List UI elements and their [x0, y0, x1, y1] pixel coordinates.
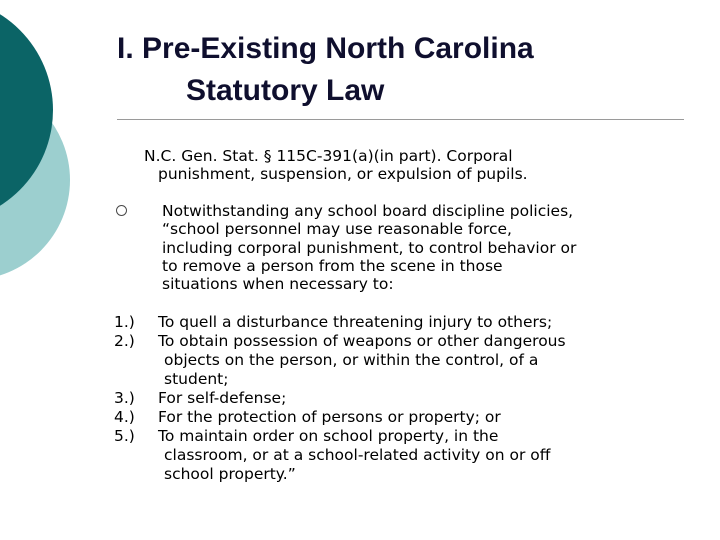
list-item — [114, 313, 694, 332]
item-text: To obtain possession of weapons or other dangerous — [158, 332, 566, 350]
item-continuation: objects on the person, or within the control, of a — [164, 351, 539, 369]
statute-citation — [144, 147, 664, 183]
title-divider — [117, 119, 684, 120]
list-item — [114, 408, 694, 427]
hollow-circle-bullet-icon — [116, 205, 127, 216]
item-number: 5.) — [114, 427, 135, 445]
title-line-1: I. Pre-Existing North Carolina — [117, 32, 534, 65]
bullet-paragraph — [162, 202, 682, 293]
title-line-2: Statutory Law — [186, 74, 385, 107]
statute-line-1: N.C. Gen. Stat. § 115C-391(a)(in part). Corporal — [144, 147, 513, 165]
item-text: For self-defense; — [158, 389, 287, 407]
item-continuation: school property.” — [164, 465, 296, 483]
item-number: 2.) — [114, 332, 135, 350]
numbered-list — [114, 313, 694, 484]
paragraph-line: situations when necessary to: — [162, 275, 394, 294]
decorative-circles — [0, 0, 90, 300]
item-number: 1.) — [114, 313, 135, 331]
statute-line-2: punishment, suspension, or expulsion of pupils. — [158, 165, 528, 183]
item-continuation: student; — [164, 370, 229, 388]
item-number: 3.) — [114, 389, 135, 407]
list-item — [114, 389, 694, 408]
slide-title — [117, 28, 534, 112]
paragraph-line: “school personnel may use reasonable force, — [162, 220, 512, 239]
item-text: For the protection of persons or property; or — [158, 408, 501, 426]
item-number: 4.) — [114, 408, 135, 426]
paragraph-line: Notwithstanding any school board discipline policies, — [162, 202, 574, 220]
list-item — [114, 427, 694, 484]
paragraph-line: including corporal punishment, to control behavior or — [162, 238, 577, 257]
paragraph-line: to remove a person from the scene in those — [162, 256, 503, 275]
item-text: To quell a disturbance threatening injury to others; — [158, 313, 553, 331]
list-item — [114, 332, 694, 389]
item-text: To maintain order on school property, in the — [158, 427, 499, 445]
item-continuation: classroom, or at a school-related activity on or off — [164, 446, 551, 464]
